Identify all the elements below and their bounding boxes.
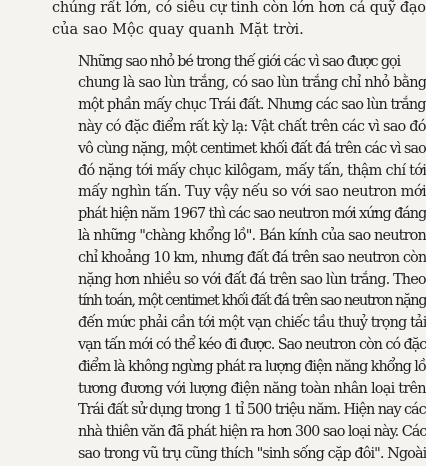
paragraph-stars xyxy=(52,52,426,466)
text-line: đến mức phải cần tới một vạn chiếc tầu thuỷ trọng tải xyxy=(78,315,426,332)
text-line: chỉ khoảng 10 km, nhưng đất đá trên sao neutron còn xyxy=(78,249,426,266)
text-line: này có đặc điểm rất kỳ lạ: Vật chất trên các vì sao đó xyxy=(78,118,426,135)
text-line: là những "chàng khổng lồ". Bán kính của sao neutron xyxy=(78,227,426,244)
text-line: Những sao nhỏ bé trong thế giới các vì sao được gọi xyxy=(78,53,400,70)
text-line: tương đương với lượng điện năng toàn nhân loại trên xyxy=(78,380,426,397)
text-line: chúng rất lớn, có siêu cự tinh còn lớn hơn cả quỹ đạo xyxy=(52,0,426,16)
paragraph-continuation xyxy=(52,0,426,42)
text-line: sao trong vũ trụ cũng thích "sinh sống cặp đôi". Ngoài xyxy=(78,445,426,462)
text-line: điểm là không ngừng phát ra lượng điện năng khổng lồ xyxy=(78,358,426,375)
text-line: một phần mấy chục Trái đất. Nhưng các sao lùn trắng xyxy=(78,97,426,114)
text-line: mấy nghìn tấn. Tuy vậy nếu so với sao neutron mới xyxy=(78,184,426,201)
text-line: chung là sao lùn trắng, có sao lùn trắng chỉ nhỏ bằng xyxy=(78,75,426,92)
text-line: vô cùng nặng, một centimet khối đất đá trên các vì sao xyxy=(78,140,426,157)
text-line: vạn tấn mới có thể kéo đi được. Sao neutron còn có đặc xyxy=(78,336,426,353)
text-line: của sao Mộc quay quanh Mặt trời. xyxy=(52,21,304,38)
body-text xyxy=(52,0,426,466)
text-line: nặng hơn nhiều so với đất đá trên sao lùn trắng. Theo xyxy=(78,271,426,288)
text-line: nhà thiên văn đã phát hiện ra hơn 300 sao loại này. Các xyxy=(78,424,426,441)
text-line: đó nặng tới mấy chục kilôgam, mấy tấn, thậm chí tới xyxy=(78,162,426,179)
text-line: phát hiện năm 1967 thì các sao neutron mới xứng đáng xyxy=(78,206,426,223)
text-line: tính toán, một centimet khối đất đá trên sao neutron nặng xyxy=(78,293,426,310)
text-line: Trái đất sử dụng trong 1 tỉ 500 triệu năm. Hiện nay các xyxy=(78,402,426,419)
